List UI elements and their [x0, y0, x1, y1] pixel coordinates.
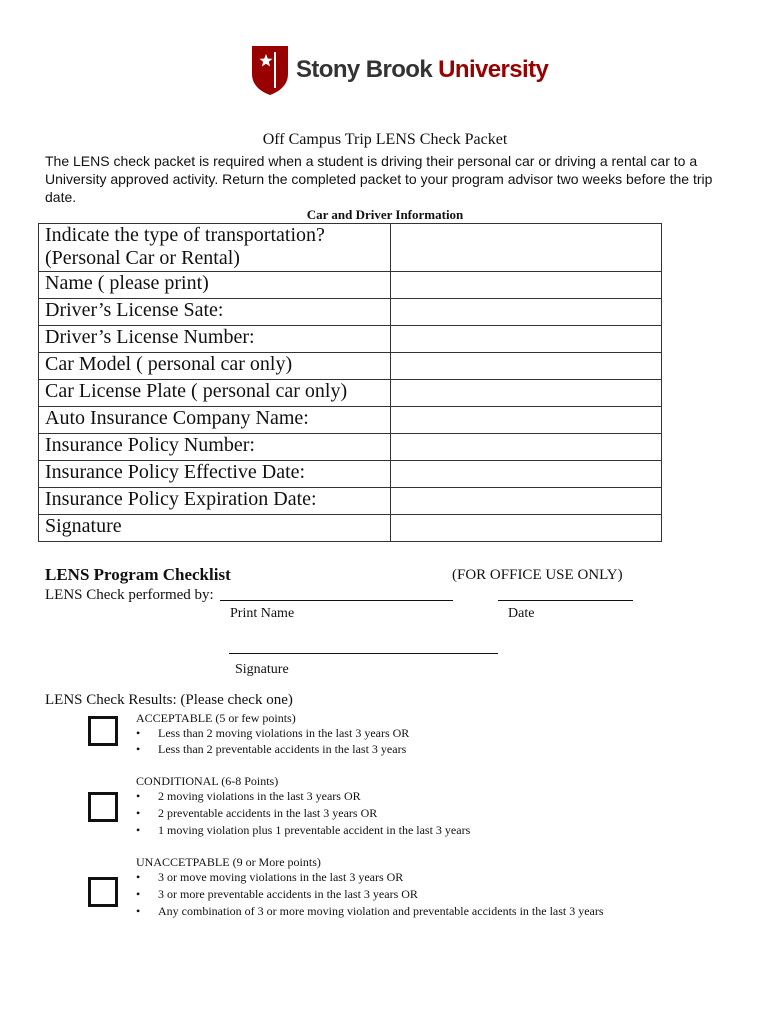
form-row-value-field[interactable]	[391, 353, 662, 380]
bullet-icon: •	[136, 789, 141, 803]
form-row-value-field[interactable]	[391, 434, 662, 461]
criterion-item: • Less than 2 moving violations in the last 3 years OR	[136, 726, 410, 740]
form-row-value-field[interactable]	[391, 224, 662, 272]
performed-by-label: LENS Check performed by:	[45, 587, 214, 603]
form-row	[39, 407, 662, 434]
form-row	[39, 326, 662, 353]
form-row-value-field[interactable]	[391, 326, 662, 353]
conditional-title: CONDITIONAL (6-8 Points)	[136, 774, 279, 788]
acceptable-checkbox[interactable]	[88, 716, 118, 746]
criterion-item: • 3 or more preventable accidents in the last 3 years OR	[136, 887, 418, 901]
office-use-label: (FOR OFFICE USE ONLY)	[452, 567, 623, 583]
form-row-label: Insurance Policy Expiration Date:	[39, 488, 391, 515]
form-row	[39, 488, 662, 515]
bullet-icon: •	[136, 742, 141, 756]
criterion-item: • 3 or move moving violations in the last 3 years OR	[136, 870, 404, 884]
form-row-label: Signature	[39, 515, 391, 542]
form-row-label: Car License Plate ( personal car only)	[39, 380, 391, 407]
print-name-line[interactable]	[220, 600, 453, 601]
date-line[interactable]	[498, 600, 633, 601]
intro-paragraph: The LENS check packet is required when a student is driving their personal car or driving a rental car to a University approved activity. Return the completed packet to your program advisor two weeks before the trip date.	[45, 153, 713, 205]
form-row-value-field[interactable]	[391, 407, 662, 434]
signature-label: Signature	[235, 662, 289, 677]
bullet-icon: •	[136, 726, 141, 740]
unacceptable-checkbox[interactable]	[88, 877, 118, 907]
form-row	[39, 461, 662, 488]
university-logo	[250, 44, 549, 96]
criterion-item: • 1 moving violation plus 1 preventable accident in the last 3 years	[136, 823, 471, 837]
form-row-label: Car Model ( personal car only)	[39, 353, 391, 380]
form-row-label: Insurance Policy Effective Date:	[39, 461, 391, 488]
signature-line[interactable]	[229, 653, 498, 654]
form-row-value-field[interactable]	[391, 515, 662, 542]
criterion-item: • Less than 2 preventable accidents in the last 3 years	[136, 742, 407, 756]
results-title: LENS Check Results: (Please check one)	[45, 692, 293, 708]
bullet-icon: •	[136, 806, 141, 820]
bullet-icon: •	[136, 904, 141, 918]
car-driver-form	[38, 223, 662, 542]
bullet-icon: •	[136, 870, 141, 884]
form-row-label: Driver’s License Sate:	[39, 299, 391, 326]
form-row-label: Indicate the type of transportation? (Personal Car or Rental)	[39, 224, 391, 272]
unacceptable-title: UNACCETPABLE (9 or More points)	[136, 855, 321, 869]
logo-word-university: University	[438, 56, 549, 83]
form-row-label: Driver’s License Number:	[39, 326, 391, 353]
form-row	[39, 299, 662, 326]
section-heading: Car and Driver Information	[306, 207, 464, 222]
bullet-icon: •	[136, 887, 141, 901]
shield-icon	[250, 44, 290, 96]
form-row	[39, 224, 662, 272]
logo-word-stony-brook: Stony Brook	[296, 56, 433, 83]
form-row	[39, 380, 662, 407]
form-row-value-field[interactable]	[391, 488, 662, 515]
form-row	[39, 353, 662, 380]
criterion-item: • Any combination of 3 or more moving violation and preventable accidents in the last 3 years	[136, 904, 604, 918]
form-row	[39, 272, 662, 299]
bullet-icon: •	[136, 823, 141, 837]
acceptable-title: ACCEPTABLE (5 or few points)	[136, 711, 296, 725]
conditional-checkbox[interactable]	[88, 792, 118, 822]
form-row-label: Insurance Policy Number:	[39, 434, 391, 461]
form-row	[39, 434, 662, 461]
form-row-value-field[interactable]	[391, 461, 662, 488]
checklist-title: LENS Program Checklist	[45, 565, 231, 584]
criterion-item: • 2 preventable accidents in the last 3 years OR	[136, 806, 378, 820]
form-row	[39, 515, 662, 542]
criterion-item: • 2 moving violations in the last 3 years OR	[136, 789, 361, 803]
form-row-value-field[interactable]	[391, 272, 662, 299]
form-row-label: Name ( please print)	[39, 272, 391, 299]
document-title: Off Campus Trip LENS Check Packet	[262, 131, 508, 148]
date-label: Date	[508, 606, 535, 621]
form-row-value-field[interactable]	[391, 299, 662, 326]
form-row-value-field[interactable]	[391, 380, 662, 407]
print-name-label: Print Name	[230, 606, 295, 621]
form-row-label: Auto Insurance Company Name:	[39, 407, 391, 434]
